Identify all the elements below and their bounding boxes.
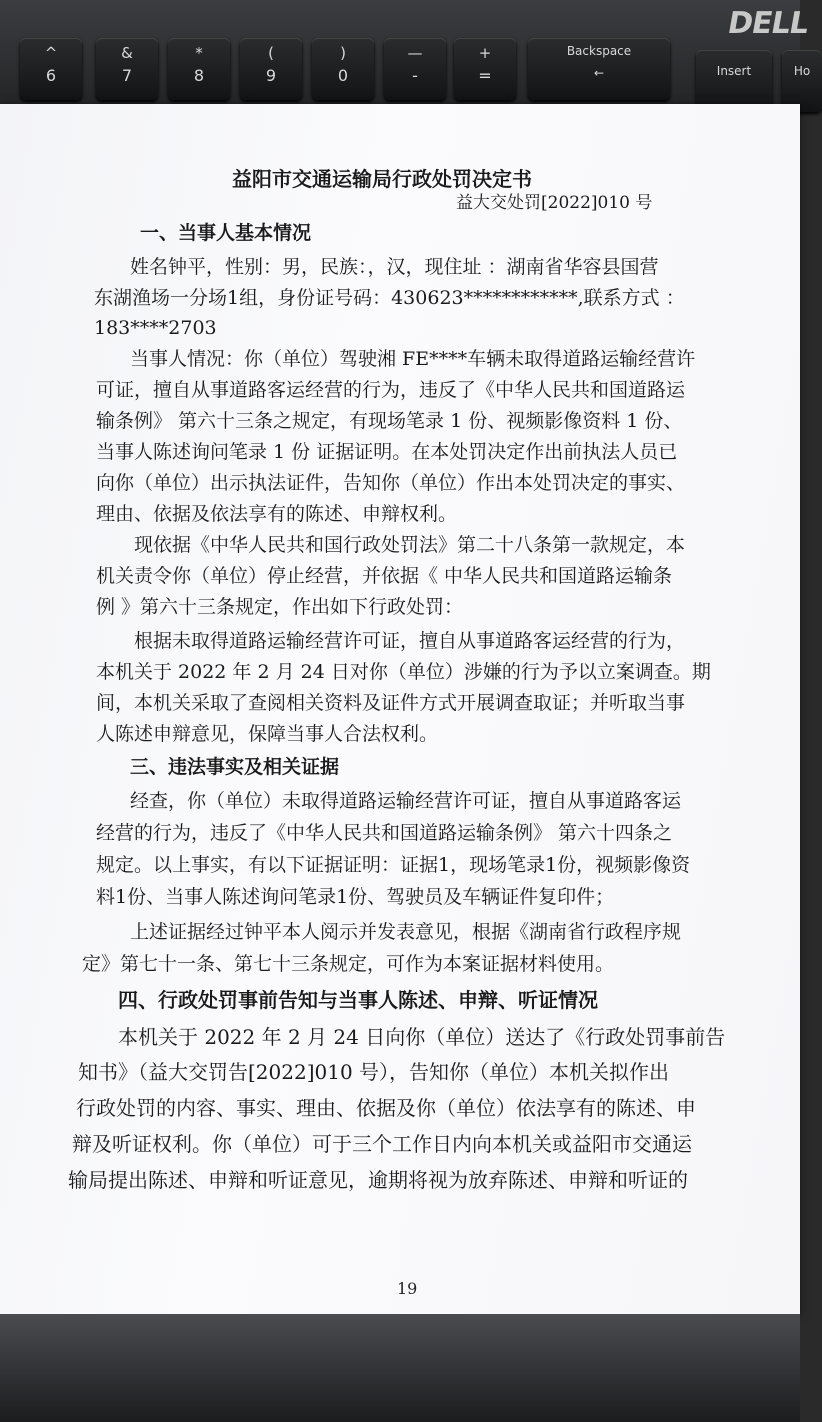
key-insert[interactable]: Insert bbox=[696, 50, 772, 112]
text-line: 姓名钟平，性别：男，民族：，汉，现住址 ：湖南省华容县国营 bbox=[130, 256, 659, 278]
text-line: 人陈述申辩意见，保障当事人合法权利。 bbox=[96, 723, 439, 745]
text-line: 本机关于 2022 年 2 月 24 日对你（单位）涉嫌的行为予以立案调查。期 bbox=[96, 661, 711, 683]
text-line: 知书》（益大交罚告[2022]010 号），告知你（单位）本机关拟作出 bbox=[78, 1060, 670, 1084]
section-heading-1: 一、当事人基本情况 bbox=[140, 222, 312, 244]
text-line: 行政处罚的内容、事实、理由、依据及你（单位）依法享有的陈述、申 bbox=[76, 1096, 696, 1120]
key-9[interactable]: ( 9 bbox=[240, 38, 302, 100]
page-number: 19 bbox=[397, 1279, 418, 1298]
text-line: 上述证据经过钟平本人阅示并发表意见，根据《湖南省行政程序规 bbox=[130, 921, 682, 943]
text-line: 经营的行为，违反了《中华人民共和国道路运输条例》 第六十四条之 bbox=[96, 822, 673, 844]
text-line: 183****2703 bbox=[94, 317, 217, 339]
text-line: 输局提出陈述、申辩和听证意见，逾期将视为放弃陈述、申辩和听证的 bbox=[68, 1168, 688, 1192]
key-0[interactable]: ) 0 bbox=[312, 38, 374, 100]
text-line: 机关责令你（单位）停止经营，并依据《 中华人民共和国道路运输条 bbox=[96, 565, 673, 587]
key-6[interactable]: ^ 6 bbox=[20, 38, 82, 100]
text-line: 经查，你（单位）未取得道路运输经营许可证，擅自从事道路客运 bbox=[130, 790, 682, 812]
text-line: 根据未取得道路运输经营许可证，擅自从事道路客运经营的行为， bbox=[134, 630, 686, 652]
text-line: 输条例》 第六十三条之规定，有现场笔录 1 份、视频影像资料 1 份、 bbox=[96, 410, 683, 432]
dell-logo: DELL bbox=[724, 6, 811, 41]
document-number: 益大交处罚[2022]010 号 bbox=[456, 193, 653, 213]
text-line: 当事人情况：你（单位）驾驶湘 FE****车辆未取得道路运输经营许 bbox=[130, 348, 696, 370]
key-8[interactable]: * 8 bbox=[168, 38, 230, 100]
text-line: 规定。以上事实，有以下证据证明：证据1，现场笔录1份，视频影像资 bbox=[96, 854, 691, 876]
text-line: 间，本机关采取了查阅相关资料及证件方式开展调查取证；并听取当事 bbox=[96, 692, 686, 714]
key-equals[interactable]: + = bbox=[454, 38, 516, 100]
desk-surface bbox=[0, 1314, 800, 1422]
backspace-arrow-icon: ← bbox=[593, 66, 605, 80]
text-line: 可证，擅自从事道路客运经营的行为，违反了《中华人民共和国道路运 bbox=[96, 379, 686, 401]
key-home[interactable]: Ho bbox=[782, 50, 822, 112]
section-heading-4: 四、行政处罚事前告知与当事人陈述、申辩、听证情况 bbox=[118, 988, 598, 1012]
text-line: 现依据《中华人民共和国行政处罚法》第二十八条第一款规定，本 bbox=[134, 534, 686, 556]
text-line: 本机关于 2022 年 2 月 24 日向你（单位）送达了《行政处罚事前告 bbox=[118, 1025, 726, 1049]
text-line: 东湖渔场一分场1组，身份证号码：430623************,联系方式 ： bbox=[94, 287, 685, 309]
key-7[interactable]: & 7 bbox=[96, 38, 158, 100]
document-page bbox=[0, 104, 800, 1314]
text-line: 例 》第六十三条规定，作出如下行政处罚： bbox=[96, 596, 464, 618]
text-line: 当事人陈述询问笔录 1 份 证据证明。在本处罚决定作出前执法人员已 bbox=[96, 441, 678, 463]
text-line: 向你（单位）出示执法证件，告知你（单位）作出本处罚决定的事实、 bbox=[96, 472, 686, 494]
text-line: 辩及听证权利。你（单位）可于三个工作日内向本机关或益阳市交通运 bbox=[72, 1132, 692, 1156]
key-backspace[interactable]: Backspace ← bbox=[528, 38, 670, 100]
text-line: 理由、依据及依法享有的陈述、申辩权利。 bbox=[96, 503, 458, 525]
key-minus[interactable]: — - bbox=[384, 38, 446, 100]
text-line: 定》第七十一条、第七十三条规定，可作为本案证据材料使用。 bbox=[82, 953, 615, 975]
section-heading-3: 三、违法事实及相关证据 bbox=[130, 756, 340, 778]
text-line: 料1份、当事人陈述询问笔录1份、驾驶员及车辆证件复印件； bbox=[96, 886, 615, 908]
document-title: 益阳市交通运输局行政处罚决定书 bbox=[232, 167, 532, 191]
